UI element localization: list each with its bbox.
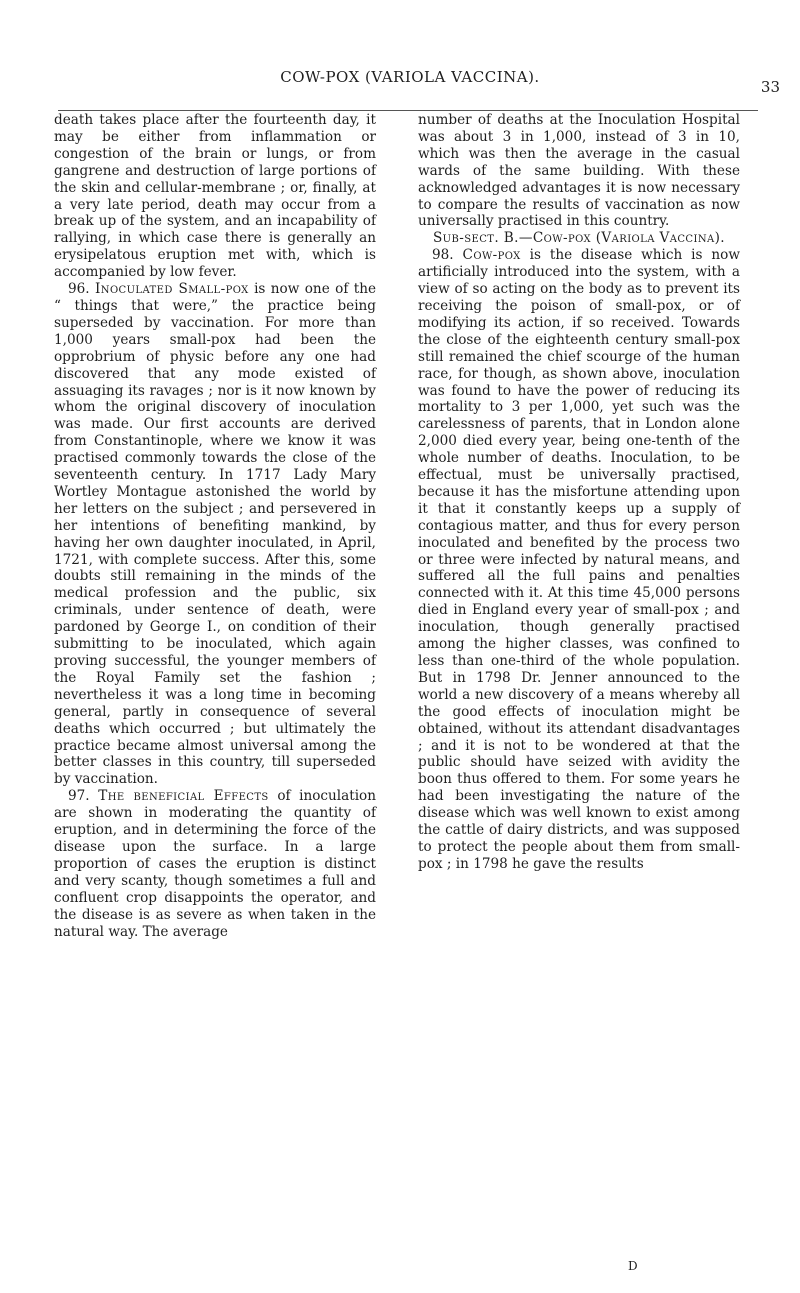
- right-column: [418, 112, 740, 873]
- section-heading: The beneficial Effects: [98, 788, 269, 805]
- page-header: [40, 66, 780, 96]
- subsection-heading: Sub-sect. B.—Cow-pox (Variola Vaccina).: [432, 230, 726, 247]
- section-98: [418, 247, 740, 873]
- section-97: [54, 788, 376, 940]
- running-title: COW-POX (VARIOLA VACCINA).: [280, 68, 540, 86]
- left-column: [54, 112, 376, 940]
- page-number: 33: [760, 78, 780, 96]
- header-rule: [58, 110, 758, 111]
- section-text: of inoculation are shown in moderating the quantity of eruption, and in determining the force of the disease upon the surface. In a large proportion of cases the eruption is distinct and very scanty, though sometimes a full and confluent crop disappoints the operator, and the disease is as severe as when taken in the natural way. The average: [54, 788, 376, 940]
- section-96: [54, 281, 376, 788]
- section-text: is the disease which is now artificially introduced into the system, with a view of so acting on the body as to prevent its receiving the poison of small-pox, or of modifying its action, if so received. Towards the close of the eighteenth century small-pox still remained the chief scourge of the human race, for though, as shown above, inoculation was found to have the power of reducing its mortality to 3 per 1,000, yet such was the carelessness of parents, that in London alone 2,000 died every year, being one-tenth of the whole number of deaths. Inoculation, to be effectual, must be universally practised, because it has the misfortune attending upon it that it constantly keeps up a supply of contagious matter, and thus for every person inoculated and benefited by the process two or three were infected by natural means, and suffered all the full pains and penalties connected with it. At this time 45,000 persons died in England every year of small-pox ; and inoculation, though generally practised among the higher classes, was confined to less than one-third of the whole population. But in 1798 Dr. Jenner announced to the world a new discovery of a means whereby all the good effects of inoculation might be obtained, without its attendant disadvantages ; and it is not to be wondered at that the public should have seized with avidity the boon thus offered to them. For some years he had been investigating the nature of the disease which was well known to exist among the cattle of dairy districts, and was supposed to protect the people about them from small-pox ; in 1798 he gave the results: [418, 247, 740, 872]
- section-text: is now one of the “ things that were,” the practice being superseded by vaccination. For more than 1,000 years small-pox had been the opprobrium of physic before any one had discovered that any mode existed of assuaging its ravages ; nor is it now known by whom the original discovery of inoculation was made. Our first accounts are derived from Constantinople, where we know it was practised commonly towards the close of the seventeenth century. In 1717 Lady Mary Wortley Montague astonished the world by her letters on the subject ; and persevered in her intentions of benefiting mankind, by having her own daughter inoculated, in April, 1721, with complete success. After this, some doubts still remaining in the minds of the medical profession and the public, six criminals, under sentence of death, were pardoned by George I., on condition of their submitting to be inoculated, which again proving successful, the younger members of the Royal Family set the fashion ; nevertheless it was a long time in becoming general, partly in consequence of several deaths which occurred ; but ultimately the practice became almost universal among the better classes in this country, till superseded by vaccination.: [54, 281, 377, 788]
- section-heading: Inoculated Small-pox: [95, 281, 249, 298]
- section-number: 98.: [432, 247, 454, 264]
- section-number: 96.: [68, 281, 90, 298]
- section-heading: Cow-pox: [462, 247, 521, 264]
- continued-paragraph: death takes place after the fourteenth day, it may be either from inflammation or congestion of the brain or lungs, or from gangrene and destruction of large portions of the skin and cellular-membrane ; or, finally, at a very late period, death may occur from a break up of the system, and an incapability of rallying, in which case there is generally an erysipelatous eruption met with, which is accompanied by low fever.: [54, 112, 376, 281]
- section-number: 97.: [68, 788, 90, 805]
- continued-paragraph: number of deaths at the Inoculation Hospital was about 3 in 1,000, instead of 3 in 10, which was then the average in the casual wards of the same building. With these acknowledged advantages it is now necessary to compare the results of vaccination as now universally practised in this country.: [418, 112, 740, 230]
- signature-mark: D: [628, 1259, 638, 1273]
